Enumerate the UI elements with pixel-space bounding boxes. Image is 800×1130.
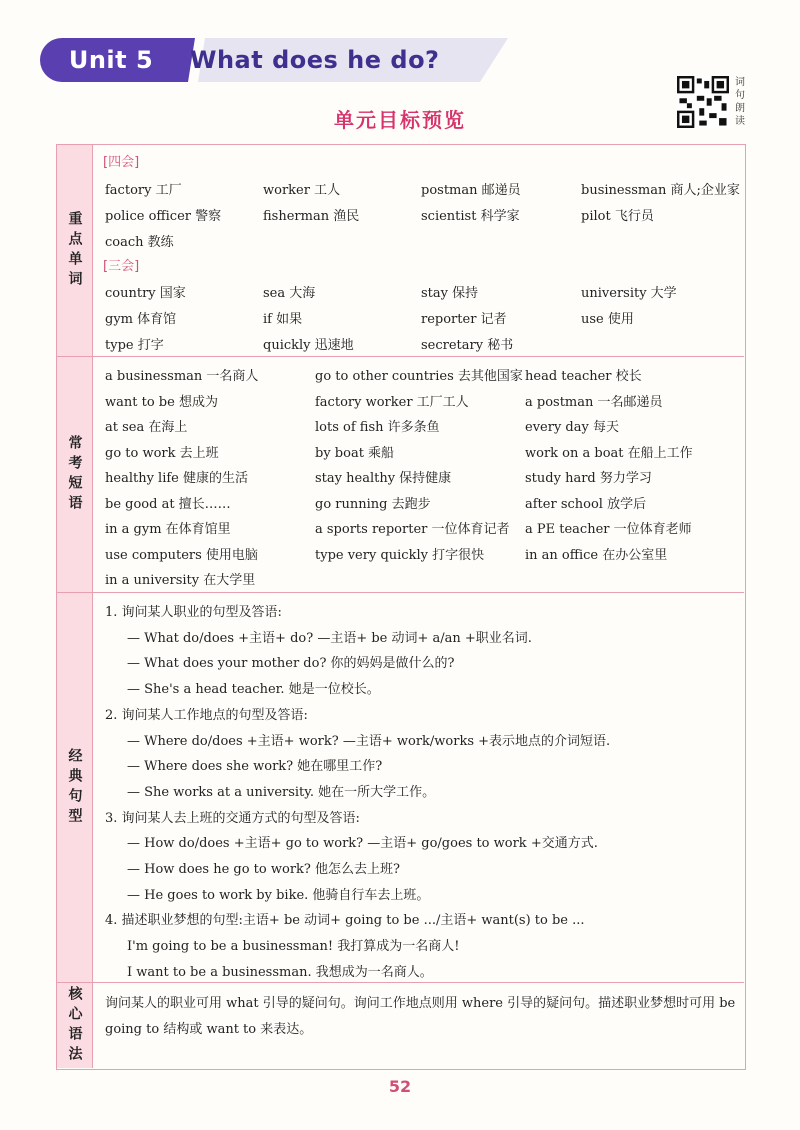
sentence-line: — He goes to work by bike. 他骑自行车去上班。	[127, 887, 430, 903]
phrase-item: stay healthy 保持健康	[315, 471, 452, 486]
vocab-label-cell	[57, 145, 93, 356]
level-four-label: [四会]	[103, 155, 140, 170]
level-three-label: [三会]	[103, 259, 140, 274]
sentence-line: — How does he go to work? 他怎么去上班?	[127, 862, 400, 877]
phrase-item: go to work 去上班	[105, 445, 219, 461]
sentence-line: I want to be a businessman. 我想成为一名商人。	[127, 964, 433, 980]
vocab-word: country 国家	[105, 286, 186, 301]
vocab-word: stay 保持	[421, 286, 479, 301]
phrases-content	[93, 357, 744, 592]
phrase-item: healthy life 健康的生活	[105, 471, 249, 486]
vocab-row	[57, 145, 744, 357]
sentence-line: 3. 询问某人去上班的交通方式的句型及答语:	[105, 810, 360, 826]
vocab-word: postman 邮递员	[421, 183, 521, 198]
phrase-item: factory worker 工厂工人	[315, 394, 469, 410]
vocab-word: fisherman 渔民	[263, 209, 360, 224]
phrase-item: go to other countries 去其他国家	[315, 369, 523, 384]
phrase-item: in an office 在办公室里	[525, 547, 668, 563]
sentence-line: 2. 询问某人工作地点的句型及答语:	[105, 707, 308, 723]
phrase-item: type very quickly 打字很快	[315, 547, 485, 563]
vocab-word: coach 教练	[105, 235, 174, 250]
phrase-item: study hard 努力学习	[525, 471, 652, 486]
vocab-word: factory 工厂	[105, 183, 182, 198]
unit-goals-table	[56, 144, 746, 1070]
phrase-item: head teacher 校长	[525, 369, 642, 384]
qr-caption: 词句朗读	[735, 77, 745, 127]
sentence-line: 4. 描述职业梦想的句型:主语+ be 动词+ going to be .../主语+ want(s) to be ...	[105, 913, 585, 929]
vocab-content	[93, 145, 744, 356]
vocab-word: gym 体育馆	[105, 312, 177, 327]
sentences-row	[57, 593, 744, 983]
vocab-word: use 使用	[581, 312, 634, 327]
phrases-row	[57, 357, 744, 593]
phrase-item: a businessman 一名商人	[105, 369, 259, 384]
vocab-word: if 如果	[263, 312, 303, 327]
sentence-line: — Where do/does +主语+ work? —主语+ work/works +表示地点的介词短语.	[127, 733, 611, 749]
sentence-line: — Where does she work? 她在哪里工作?	[127, 759, 383, 775]
sentence-line: — What does your mother do? 你的妈妈是做什么的?	[127, 656, 455, 672]
vocab-word: police officer 警察	[105, 209, 222, 224]
vocab-word: reporter 记者	[421, 312, 507, 327]
phrase-item: after school 放学后	[525, 496, 647, 512]
phrase-item: be good at 擅长……	[105, 496, 231, 512]
phrase-item: a sports reporter 一位体育记者	[315, 522, 510, 537]
grammar-text: 询问某人的职业可用 what 引导的疑问句。询问工作地点则用 where 引导的疑问句。描述职业梦想时可用 be going to 结构或 want to 来表达。	[105, 996, 736, 1037]
phrases-label-cell	[57, 357, 93, 592]
phrase-item: at sea 在海上	[105, 420, 188, 435]
vocab-word: scientist 科学家	[421, 209, 520, 224]
vocab-word: pilot 飞行员	[581, 209, 654, 224]
page-number: 52	[388, 1077, 412, 1096]
sentence-line: — What do/does +主语+ do? —主语+ be 动词+ a/an +职业名词.	[127, 630, 532, 646]
sentence-line: — She's a head teacher. 她是一位校长。	[127, 682, 380, 698]
phrase-item: go running 去跑步	[315, 496, 431, 512]
vocab-word: sea 大海	[263, 286, 316, 301]
unit-title: What does he do?	[190, 46, 440, 74]
phrase-item: in a university 在大学里	[105, 573, 256, 588]
vocab-word: worker 工人	[263, 183, 341, 198]
grammar-label: 核心语法	[66, 985, 83, 1066]
vocab-label: 重点单词	[66, 210, 83, 291]
phrase-item: want to be 想成为	[105, 394, 218, 410]
phrase-item: lots of fish 许多条鱼	[315, 420, 440, 435]
grammar-content	[93, 983, 744, 1068]
grammar-label-cell	[57, 983, 93, 1068]
sentences-label: 经典句型	[66, 747, 83, 828]
phrase-item: every day 每天	[525, 420, 619, 435]
vocab-word: type 打字	[105, 338, 164, 353]
grammar-row	[57, 983, 744, 1068]
phrase-item: a postman 一名邮递员	[525, 394, 663, 410]
vocab-word: university 大学	[581, 286, 677, 301]
vocab-word: quickly 迅速地	[263, 338, 354, 353]
vocab-word: businessman 商人;企业家	[581, 183, 740, 198]
sentence-line: 1. 询问某人职业的句型及答语:	[105, 605, 282, 620]
phrase-item: by boat 乘船	[315, 445, 395, 461]
page-heading: 单元目标预览	[334, 108, 466, 132]
sentences-label-cell	[57, 593, 93, 982]
phrases-label: 常考短语	[66, 434, 83, 515]
sentence-line: — She works at a university. 她在一所大学工作。	[127, 784, 436, 800]
phrase-item: a PE teacher 一位体育老师	[525, 522, 692, 537]
sentence-line: I'm going to be a businessman! 我打算成为一名商人!	[127, 939, 460, 955]
sentences-content	[93, 593, 744, 982]
unit-label: Unit 5	[68, 46, 154, 74]
qr-code-icon[interactable]	[677, 76, 729, 128]
phrase-item: use computers 使用电脑	[105, 547, 258, 563]
sentence-line: — How do/does +主语+ go to work? —主语+ go/goes to work +交通方式.	[127, 836, 598, 852]
phrase-item: in a gym 在体育馆里	[105, 522, 231, 537]
vocab-word: secretary 秘书	[421, 338, 514, 353]
phrase-item: work on a boat 在船上工作	[525, 445, 693, 461]
